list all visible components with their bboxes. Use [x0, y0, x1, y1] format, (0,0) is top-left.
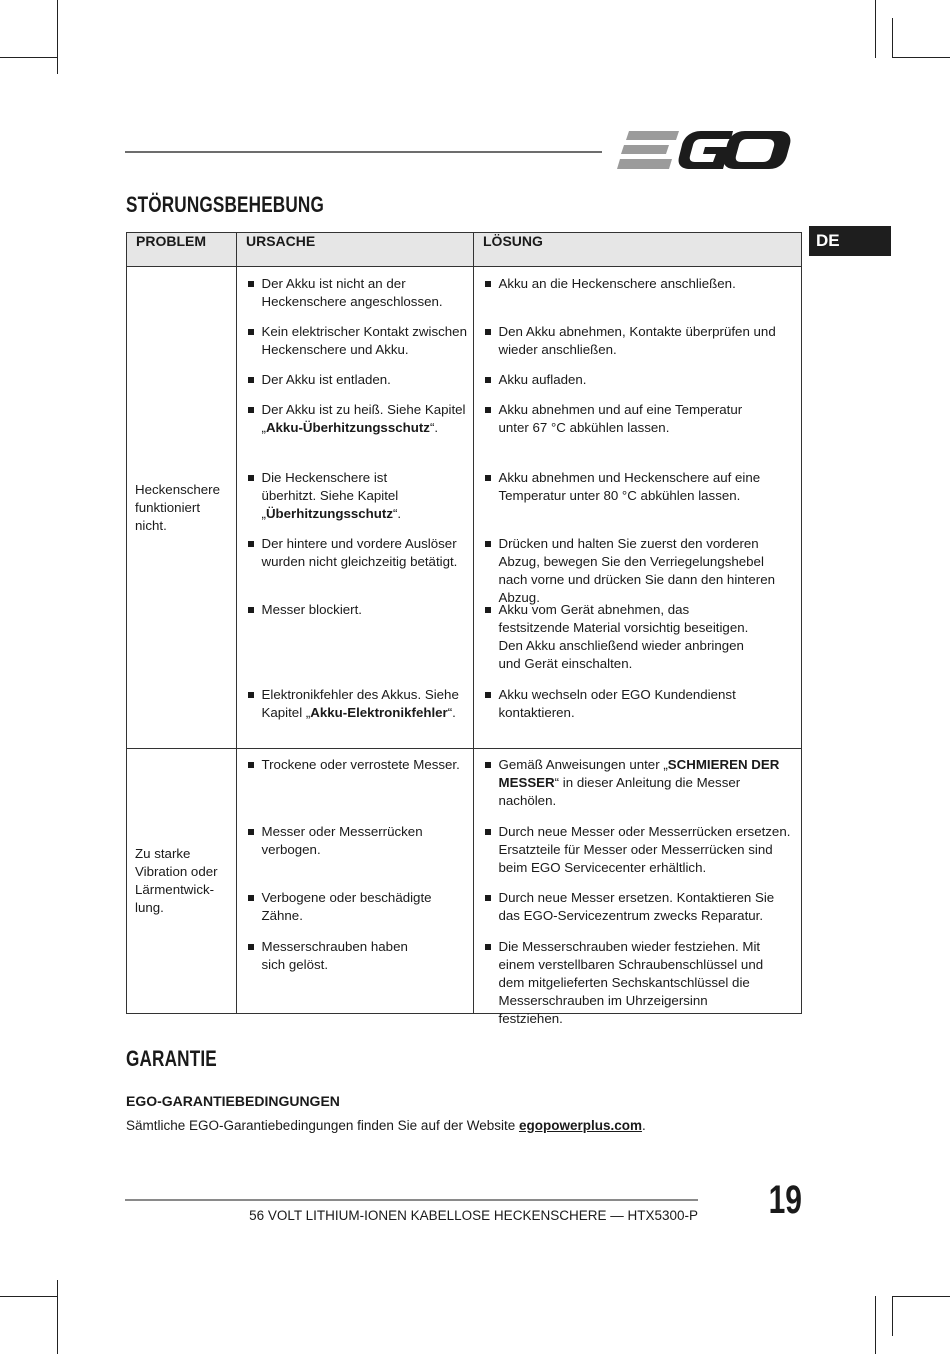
crop-mark: [875, 1296, 876, 1354]
table-row: [127, 749, 802, 1014]
solution-item: Drücken und halten Sie zuerst den vorderen Abzug, bewegen Sie den Verriegelungshebel nach vorne und drücken Sie dann den hinteren Abzug.: [474, 535, 802, 607]
page-number: 19: [768, 1178, 802, 1222]
solution-item: Akku abnehmen und Heckenschere auf eine Temperatur unter 80 °C abkühlen lassen.: [474, 469, 802, 505]
crop-mark: [57, 1280, 58, 1354]
troubleshooting-title: STÖRUNGSBEHEBUNG: [126, 192, 324, 217]
cause-item: Der hintere und vordere Auslöser wurden nicht gleichzeitig betätigt.: [237, 535, 474, 571]
warranty-link[interactable]: egopowerplus.com: [518, 1118, 643, 1133]
cause-item: Der Akku ist zu heiß. Siehe Kapitel „Akku-Überhitzungsschutz“.: [237, 401, 474, 437]
crop-mark: [875, 0, 876, 58]
footer-text: 56 VOLT LITHIUM-IONEN KABELLOSE HECKENSCHERE — HTX5300-P: [249, 1208, 698, 1223]
solution-item: Gemäß Anweisungen unter „SCHMIEREN DER MESSER“ in dieser Anleitung die Messer nachölen.: [474, 756, 802, 810]
solution-item: Den Akku abnehmen, Kontakte überprüfen und wieder anschließen.: [474, 323, 802, 359]
column-header-solution: LÖSUNG: [474, 233, 802, 267]
solution-item: Akku aufladen.: [474, 371, 802, 389]
solution-item: Durch neue Messer oder Messerrücken ersetzen. Ersatzteile für Messer oder Messerrücken sind beim EGO Servicecenter erhältlich.: [474, 823, 802, 877]
footer-rule: [125, 1199, 698, 1201]
crop-mark: [57, 0, 58, 74]
solution-item: Akku abnehmen und auf eine Temperatur unter 67 °C abkühlen lassen.: [474, 401, 802, 437]
solution-item: Akku wechseln oder EGO Kundendienst kontaktieren.: [474, 686, 802, 722]
problem-cell: Heckenschere funktioniert nicht.: [127, 267, 237, 749]
ego-logo: [617, 128, 801, 172]
cause-cell: [237, 749, 474, 1014]
troubleshooting-table: [126, 232, 802, 1026]
warranty-title: GARANTIE: [126, 1046, 217, 1071]
cause-item: Kein elektrischer Kontakt zwischen Heckenschere und Akku.: [237, 323, 474, 359]
cause-cell: [237, 267, 474, 749]
solution-item: Durch neue Messer ersetzen. Kontaktieren Sie das EGO-Servicezentrum zwecks Reparatur.: [474, 889, 802, 925]
cause-item: Der Akku ist nicht an der Heckenschere angeschlossen.: [237, 275, 474, 311]
crop-mark: [892, 18, 893, 58]
cause-item: Trockene oder verrostete Messer.: [237, 756, 474, 774]
table-row: [127, 267, 802, 749]
cause-item: Der Akku ist entladen.: [237, 371, 474, 389]
solution-item: Akku an die Heckenschere anschließen.: [474, 275, 802, 293]
warranty-subtitle: EGO-GARANTIEBEDINGUNGEN: [126, 1093, 340, 1109]
crop-mark: [893, 57, 950, 58]
problem-cell: Zu starke Vibration oder Lärmentwick-lung.: [127, 749, 237, 1014]
cause-item: Messer oder Messerrücken verbogen.: [237, 823, 474, 859]
warranty-text: Sämtliche EGO-Garantiebedingungen finden Sie auf der Website egopowerplus.com.: [126, 1118, 646, 1133]
cause-item: Messerschrauben haben sich gelöst.: [237, 938, 474, 974]
crop-mark: [0, 1296, 57, 1297]
language-badge: DE: [809, 226, 891, 256]
solution-item: Die Messerschrauben wieder festziehen. Mit einem verstellbaren Schraubenschlüssel und dem mitgelieferten Sechskantschlüssel die Messerschrauben im Uhrzeigersinn festziehen.: [474, 938, 802, 1028]
cause-item: Verbogene oder beschädigte Zähne.: [237, 889, 474, 925]
column-header-problem: PROBLEM: [127, 233, 237, 267]
table-header-row: [127, 233, 802, 267]
solution-cell: [474, 267, 802, 749]
header-rule: [125, 151, 602, 153]
cause-item: Elektronikfehler des Akkus. Siehe Kapitel „Akku-Elektronikfehler“.: [237, 686, 474, 722]
cause-item: Messer blockiert.: [237, 601, 474, 619]
crop-mark: [893, 1296, 950, 1297]
solution-cell: [474, 749, 802, 1026]
column-header-cause: URSACHE: [237, 233, 474, 267]
cause-item: Die Heckenschere ist überhitzt. Siehe Kapitel „Überhitzungsschutz“.: [237, 469, 474, 523]
crop-mark: [892, 1296, 893, 1336]
solution-item: Akku vom Gerät abnehmen, das festsitzende Material vorsichtig beseitigen. Den Akku anschließend wieder anbringen und Gerät einschalten.: [474, 601, 802, 673]
crop-mark: [0, 57, 57, 58]
